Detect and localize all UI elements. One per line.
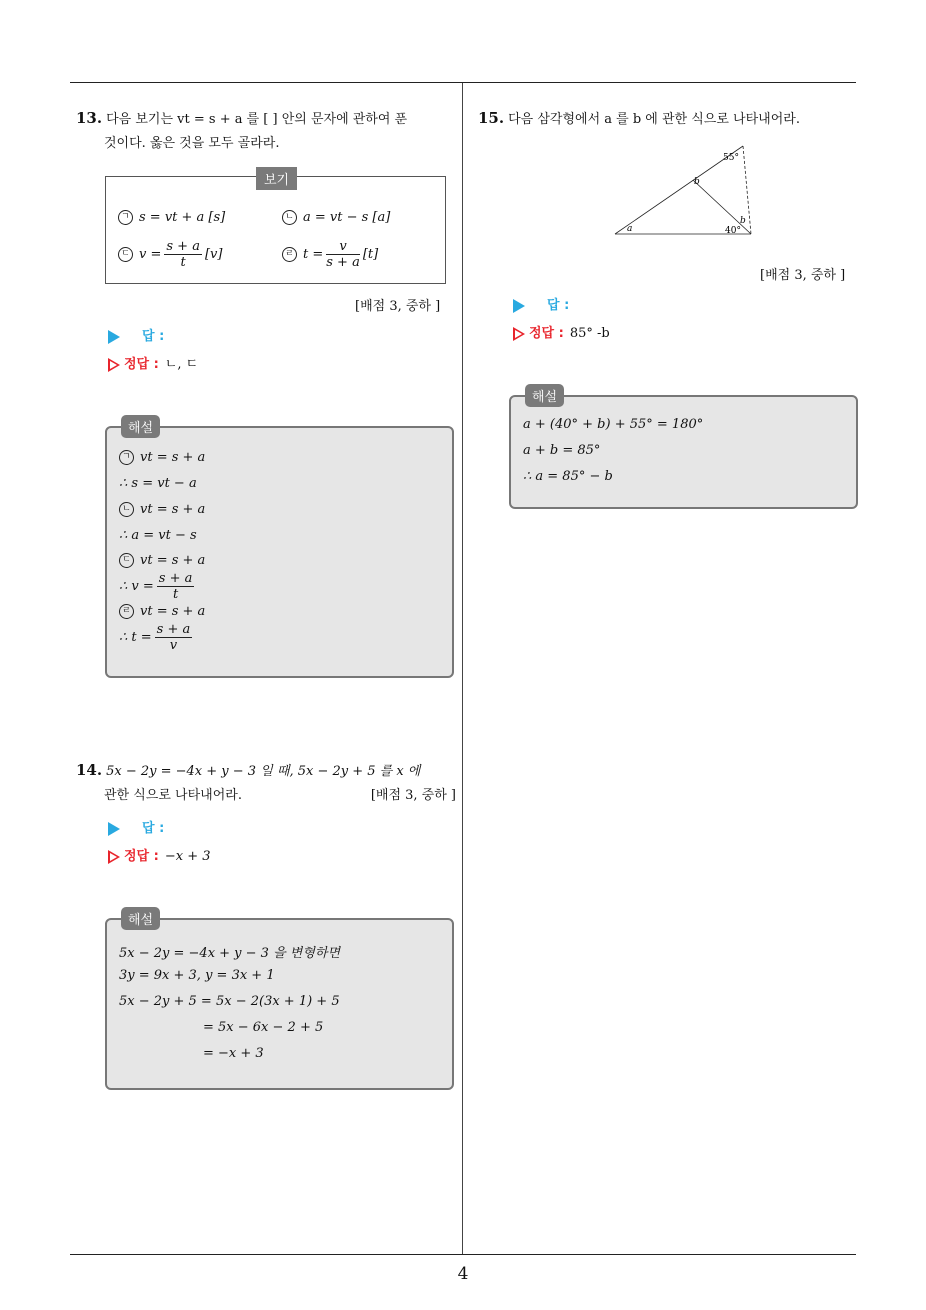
- question-15: [478, 106, 858, 132]
- solution-line-1: 5x − 2y = −4x + y − 3 을 변형하면: [119, 946, 341, 961]
- correct-value: 85° -b: [569, 326, 610, 341]
- q13-solution-box: [105, 421, 454, 678]
- question-text-line2: 관한 식으로 나타내어라.: [104, 788, 242, 803]
- play-icon: [108, 822, 120, 836]
- solution-line-2: ∴ s = vt − a: [119, 476, 197, 491]
- solution-line-3: 5x − 2y + 5 = 5x − 2(3x + 1) + 5: [119, 994, 340, 1009]
- question-number: 14.: [76, 761, 103, 779]
- solution-mark: ㄷ: [119, 553, 134, 568]
- solution-line-2: 3y = 9x + 3, y = 3x + 1: [119, 968, 275, 983]
- q15-meta: [배점 3, 중하 ]: [760, 268, 846, 283]
- choice-tail: [v]: [204, 247, 223, 262]
- angle-label-55: 55°: [723, 153, 739, 163]
- fraction-denominator: t: [180, 255, 186, 270]
- q15-solution-box: [509, 390, 858, 509]
- question-14: [76, 758, 456, 808]
- question-text-line1: 다음 보기는 vt = s + a 를 [ ] 안의 문자에 관하여 푼: [106, 112, 408, 127]
- solution-text: vt = s + a: [140, 450, 206, 465]
- solution-line-6: [119, 571, 197, 602]
- top-rule: [70, 82, 856, 83]
- solution-line-1: a + (40° + b) + 55° = 180°: [523, 417, 704, 432]
- angle-label-b-right: b: [740, 216, 746, 226]
- choice-4: [282, 239, 378, 270]
- correct-label: 정답 :: [124, 357, 159, 372]
- fraction-denominator: t: [172, 587, 179, 602]
- solution-mark: ㄴ: [119, 502, 134, 517]
- solution-line-8: [119, 622, 195, 653]
- choice-mark: ㄱ: [118, 210, 133, 225]
- example-box: [105, 173, 446, 284]
- correct-label: 정답 :: [124, 849, 159, 864]
- solution-line-3: [119, 502, 205, 517]
- q14-solution-box: [105, 913, 454, 1090]
- solution-line-1: [119, 450, 205, 465]
- solution-lhs: ∴ v =: [119, 579, 154, 594]
- question-13: [76, 106, 456, 156]
- q14-meta: [배점 3, 중하 ]: [370, 788, 456, 803]
- q13-meta: [배점 3, 중하 ]: [355, 299, 441, 314]
- choice-mark: ㄹ: [282, 247, 297, 262]
- solution-line-5: [119, 553, 205, 568]
- solution-title: 해설: [525, 384, 564, 407]
- outline-triangle-icon: [108, 358, 120, 372]
- solution-text: vt = s + a: [140, 502, 206, 517]
- solution-line-3: ∴ a = 85° − b: [523, 469, 613, 484]
- example-title: 보기: [256, 167, 297, 190]
- page-number: 4: [457, 1264, 469, 1284]
- angle-label-a: a: [627, 224, 633, 234]
- choice-2: [282, 210, 390, 225]
- choice-3: [118, 239, 222, 270]
- choice-expr: s = vt + a [s]: [139, 210, 226, 225]
- fraction: [326, 239, 360, 270]
- choice-expr: a = vt − s [a]: [303, 210, 391, 225]
- choice-lhs: t =: [303, 247, 324, 262]
- answer-label: 답 :: [142, 821, 165, 836]
- question-text-line2: 것이다. 옳은 것을 모두 골라라.: [104, 136, 280, 151]
- correct-value: ㄴ, ㄷ: [164, 357, 199, 372]
- bottom-rule: [70, 1254, 856, 1255]
- choice-1: [118, 210, 225, 225]
- fraction-numerator: s + a: [156, 622, 191, 637]
- choice-lhs: v =: [139, 247, 162, 262]
- fraction: [157, 571, 195, 602]
- solution-text: vt = s + a: [140, 553, 206, 568]
- question-number: 13.: [76, 109, 103, 127]
- choice-tail: [t]: [362, 247, 379, 262]
- solution-line-7: [119, 604, 205, 619]
- choice-mark: ㄴ: [282, 210, 297, 225]
- outline-triangle-icon: [513, 327, 525, 341]
- question-number: 15.: [478, 109, 505, 127]
- answer-label: 답 :: [142, 329, 165, 344]
- q13-correct-row: [108, 353, 198, 372]
- solution-mark: ㄱ: [119, 450, 134, 465]
- answer-label: 답 :: [547, 298, 570, 313]
- correct-value: −x + 3: [164, 849, 211, 864]
- fraction: [155, 622, 193, 653]
- play-icon: [108, 330, 120, 344]
- solution-text: vt = s + a: [140, 604, 206, 619]
- q14-correct-row: [108, 845, 211, 864]
- outline-triangle-icon: [108, 850, 120, 864]
- solution-lhs: ∴ t =: [119, 630, 152, 645]
- triangle-figure: [605, 138, 765, 243]
- fraction-numerator: v: [326, 239, 360, 255]
- fraction-denominator: s + a: [326, 255, 360, 270]
- angle-label-40: 40°: [725, 226, 741, 236]
- fraction: [164, 239, 202, 270]
- play-icon: [513, 299, 525, 313]
- q15-correct-row: [513, 322, 610, 341]
- question-text: 다음 삼각형에서 a 를 b 에 관한 식으로 나타내어라.: [508, 112, 800, 127]
- q15-answer-row: [513, 294, 569, 313]
- solution-mark: ㄹ: [119, 604, 134, 619]
- q14-answer-row: [108, 817, 164, 836]
- fraction-numerator: s + a: [158, 571, 193, 586]
- solution-line-2: a + b = 85°: [523, 443, 601, 458]
- choice-mark: ㄷ: [118, 247, 133, 262]
- solution-title: 해설: [121, 907, 160, 930]
- fraction-numerator: s + a: [166, 239, 200, 254]
- q13-answer-row: [108, 325, 164, 344]
- solution-title: 해설: [121, 415, 160, 438]
- solution-line-5: = −x + 3: [203, 1046, 264, 1061]
- solution-line-4: = 5x − 6x − 2 + 5: [203, 1020, 324, 1035]
- solution-line-4: ∴ a = vt − s: [119, 528, 197, 543]
- correct-label: 정답 :: [529, 326, 564, 341]
- column-divider: [462, 83, 463, 1255]
- angle-label-b-mid: b: [694, 177, 700, 187]
- question-text-line1: 5x − 2y = −4x + y − 3 일 때, 5x − 2y + 5 를 x 에: [106, 764, 421, 779]
- fraction-denominator: v: [169, 638, 178, 653]
